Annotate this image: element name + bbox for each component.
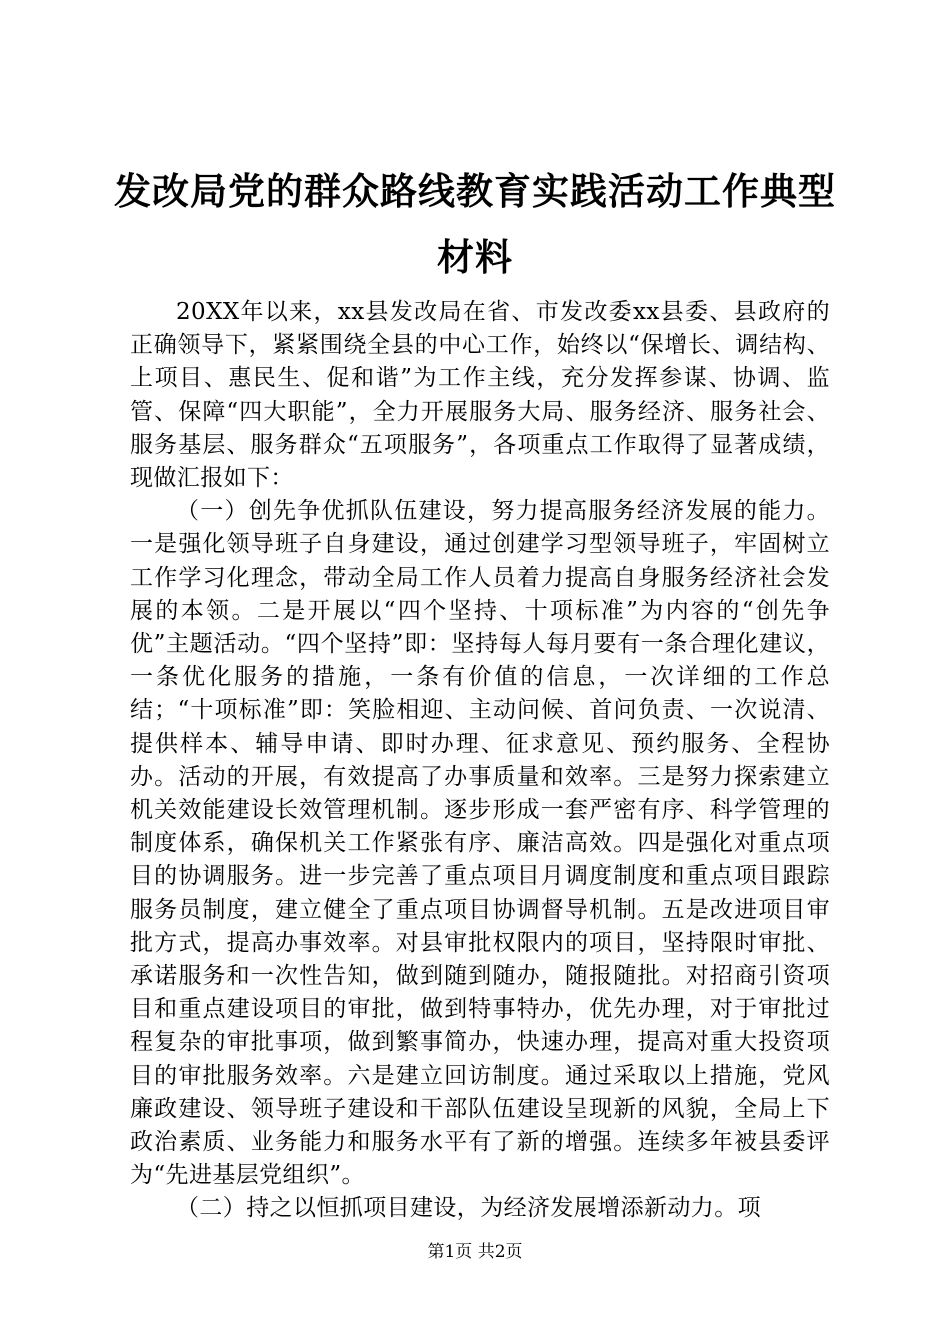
page-footer: 第1页 共2页	[427, 1242, 523, 1262]
document-title: 发改局党的群众路线教育实践活动工作典型材料	[114, 169, 836, 279]
paragraph-section-1: （一）创先争优抓队伍建设，努力提高服务经济发展的能力。一是强化领导班子自身建设，通过创建学习型领导班子，牢固树立工作学习化理念，带动全局工作人员着力提高自身服务经济社会发展的本领。二是开展以“四个坚持、十项标准”为内容的“创先争优”主题活动。“四个坚持”即：坚持每人每月要有一条合理化建议，一条优化服务的措施，一条有价值的信息，一次详细的工作总结；“十项标准”即：笑脸相迎、主动问候、首问负责、一次说清、提供样本、辅导申请、即时办理、征求意见、预约服务、全程协办。活动的开展，有效提高了办事质量和效率。三是努力探索建立机关效能建设长效管理机制。逐步形成一套严密有序、科学管理的制度体系，确保机关工作紧张有序、廉洁高效。四是强化对重点项目的协调服务。进一步完善了重点项目月调度制度和重点项目跟踪服务员制度，建立健全了重点项目协调督导机制。五是改进项目审批方式，提高办事效率。对县审批权限内的项目，坚持限时审批、承诺服务和一次性告知，做到随到随办，随报随批。对招商引资项目和重点建设项目的审批，做到特事特办，优先办理，对于审批过程复杂的审批事项，做到繁事简办，快速办理，提高对重大投资项目的审批服务效率。六是建立回访制度。通过采取以上措施，党风廉政建设、领导班子建设和干部队伍建设呈现新的风貌，全局上下政治素质、业务能力和服务水平有了新的增强。连续多年被县委评为“先进基层党组织”。	[130, 498, 830, 1189]
document-body	[130, 296, 830, 1226]
paragraph-intro: 20XX年以来，xx县发改局在省、市发改委xx县委、县政府的正确领导下，紧紧围绕全县的中心工作，始终以“保增长、调结构、上项目、惠民生、促和谐”为工作主线，充分发挥参谋、协调、监管、保障“四大职能”，全力开展服务大局、服务经济、服务社会、服务基层、服务群众“五项服务”，各项重点工作取得了显著成绩，现做汇报如下：	[130, 299, 830, 492]
paragraph-section-2: （二）持之以恒抓项目建设，为经济发展增添新动力。项	[176, 1195, 761, 1222]
